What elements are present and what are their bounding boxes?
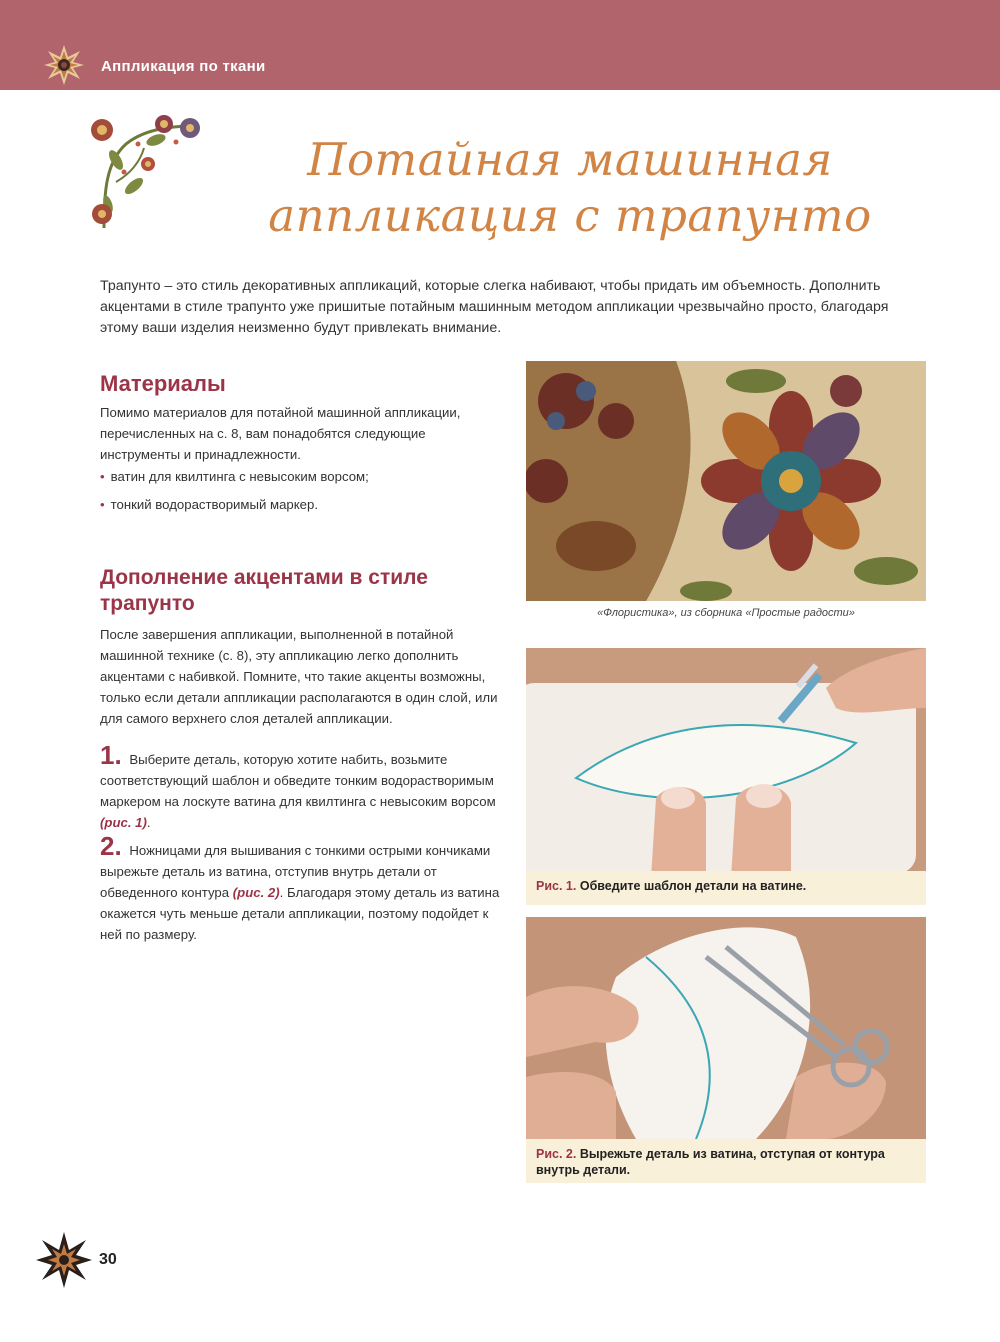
materials-heading: Материалы — [100, 371, 226, 396]
list-item: • тонкий водорастворимый маркер. — [100, 494, 500, 515]
intro-paragraph: Трапунто – это стиль декоративных аппликаций, которые слегка набивают, чтобы придать им объемность. Дополнить акцентами в стиле трапунто уже пришитые потайным машинным методом аппликации чрезвычайно просто, благодаря этому ваши изделия неизменно будут привлекать внимание. — [100, 278, 889, 336]
step-2 — [100, 831, 500, 945]
step-number: 1. — [100, 740, 122, 770]
figure-label: Рис. 2. — [536, 1147, 577, 1161]
figure-reference: (рис. 1) — [100, 815, 147, 830]
page-number: 30 — [99, 1251, 117, 1268]
step-text-end: . — [146, 815, 151, 830]
materials-text: Помимо материалов для потайной машинной аппликации, перечисленных на с. 8, вам понадобятся следующие инструменты и принадлежности. — [100, 405, 461, 462]
figure-caption-text: Обведите шаблон детали на ватине. — [579, 879, 807, 893]
figure-1-caption — [526, 871, 926, 905]
step-1 — [100, 740, 500, 833]
step-text: Ножницами для вышивания с тонкими острыми кончиками вырежьте деталь из ватина, отступив внутрь детали от обведенного контура — [100, 843, 491, 900]
step-number: 2. — [100, 831, 122, 861]
figure-1-photo — [526, 648, 926, 871]
page-title-line1: Потайная машинная — [307, 133, 833, 186]
page-title-line2: аппликация с трапунто — [268, 189, 872, 242]
star-ornament-icon — [42, 43, 86, 87]
trapunto-heading: Дополнение акцентами в стиле трапунто — [100, 566, 428, 615]
figure-2-caption — [526, 1139, 926, 1183]
page-title — [200, 132, 940, 244]
materials-list — [100, 466, 500, 522]
floral-corner-decoration — [86, 112, 210, 230]
section-title: Аппликация по ткани — [101, 58, 266, 75]
figure-2-photo — [526, 917, 926, 1139]
figure-caption-text: Вырежьте деталь из ватина, отступая от контура внутрь детали. — [536, 1147, 885, 1177]
step-text-end: . Благодаря этому деталь из ватина окажется чуть меньше детали аппликации, поэтому подойдет к ней по размеру. — [100, 885, 500, 942]
header-band — [0, 0, 1000, 90]
trapunto-text: После завершения аппликации, выполненной в потайной машинной технике (с. 8), эту аппликацию легко дополнить акцентами с набивкой. Помните, что такие акценты возможны, только если детали аппликации располагаются в один слой, или для самого верхнего слоя деталей аппликации. — [100, 627, 498, 726]
step-text: Выберите деталь, которую хотите набить, возьмите соответствующий шаблон и обведите тонким водорастворимым маркером на лоскуте ватина для квилтинга с невысоким ворсом — [100, 752, 496, 809]
quilt-photo-caption: «Флористика», из сборника «Простые радости» — [597, 607, 855, 619]
figure-label: Рис. 1. — [536, 879, 577, 893]
quilt-photo — [526, 361, 926, 601]
figure-reference: (рис. 2) — [232, 885, 280, 900]
list-item: • ватин для квилтинга с невысоким ворсом; — [100, 466, 500, 487]
star-ornament-icon — [36, 1232, 92, 1288]
